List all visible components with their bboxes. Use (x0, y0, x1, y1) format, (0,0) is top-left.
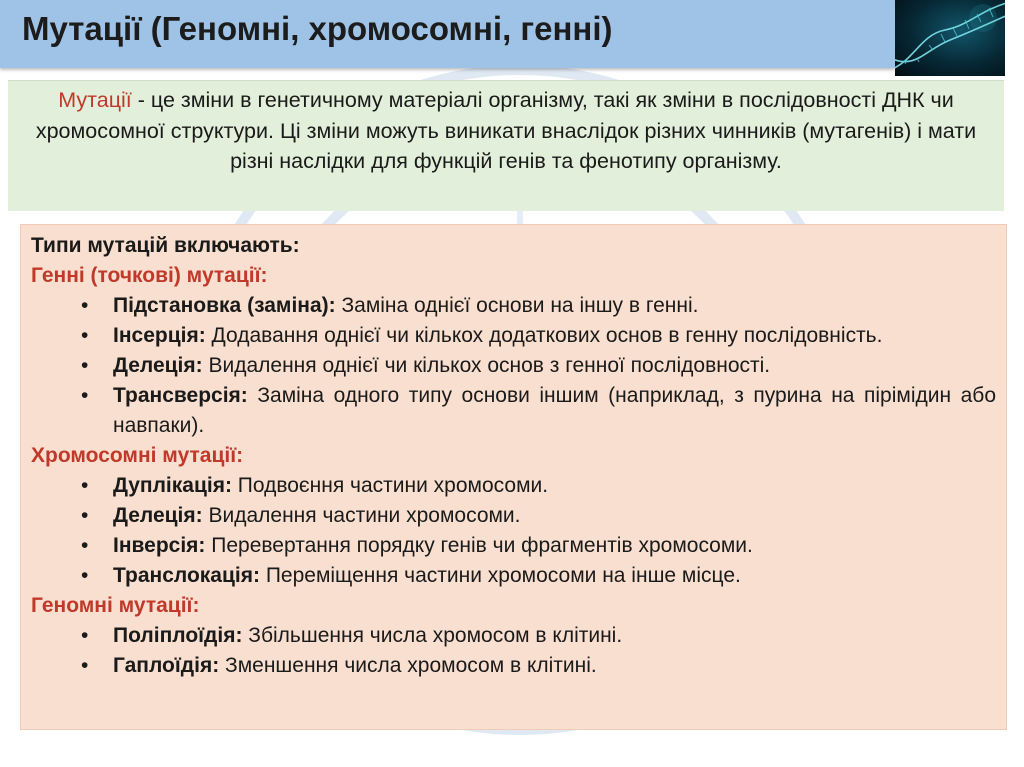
bullet: • (81, 654, 89, 677)
mutation-types-box (20, 224, 1007, 730)
list-item (31, 531, 996, 561)
list-item (31, 501, 996, 531)
section-heading-chromosome: Хромосомні мутації: (31, 444, 244, 467)
item-text: Заміна одного типу основи іншим (наприклад, з пурина на пірімідин або навпаки). (113, 384, 996, 437)
bullet: • (81, 564, 89, 587)
bullet: • (81, 384, 89, 407)
item-term: Поліплоїдія: (113, 624, 243, 647)
dna-helix-image (895, 0, 1005, 76)
item-term: Інсерція: (113, 324, 206, 347)
bullet: • (81, 354, 89, 377)
list-item (31, 381, 996, 441)
item-term: Делеція: (113, 354, 203, 377)
chromosome-mutation-list (31, 471, 996, 591)
list-item (31, 621, 996, 651)
item-text: Зменшення числа хромосом в клітині. (219, 654, 597, 677)
page-title: Мутації (Геномні, хромосомні, генні) (22, 10, 613, 47)
bullet: • (81, 474, 89, 497)
title-bar (0, 0, 895, 68)
item-text: Видалення однієї чи кількох основ з генної послідовності. (202, 354, 771, 377)
item-text: Переміщення частини хромосоми на інше місце. (259, 564, 741, 587)
bullet: • (81, 294, 89, 317)
bullet: • (81, 324, 89, 347)
item-term: Дуплікація: (113, 474, 232, 497)
list-item (31, 561, 996, 591)
item-text: Заміна однієї основи на іншу в генні. (335, 294, 699, 317)
bullet: • (81, 534, 89, 557)
item-term: Транслокація: (113, 564, 260, 587)
item-term: Делеція: (113, 504, 203, 527)
section-heading-genome: Геномні мутації: (31, 594, 200, 617)
definition-term: Мутації (58, 88, 132, 112)
item-term: Інверсія: (113, 534, 206, 557)
header-right-margin (1005, 0, 1024, 76)
list-item (31, 321, 996, 351)
item-text: Перевертання порядку генів чи фрагментів хромосоми. (205, 534, 753, 557)
definition-body: - це зміни в генетичному матеріалі організму, такі як зміни в послідовності ДНК чи хромосомної структури. Ці зміни можуть виникати внаслідок різних чинників (мутагенів) і мати різні наслідки для функцій генів та фенотипу організму. (35, 88, 977, 173)
definition-text (28, 85, 984, 177)
definition-box (8, 80, 1004, 211)
item-text: Збільшення числа хромосом в клітині. (242, 624, 623, 647)
item-term: Гаплоїдія: (113, 654, 220, 677)
list-item (31, 351, 996, 381)
list-item (31, 471, 996, 501)
types-heading: Типи мутацій включають: (31, 234, 300, 257)
list-item (31, 291, 996, 321)
bullet: • (81, 504, 89, 527)
mutation-types-content (31, 231, 996, 681)
list-item (31, 651, 996, 681)
item-term: Підстановка (заміна): (113, 294, 336, 317)
item-text: Видалення частини хромосоми. (202, 504, 521, 527)
item-text: Додавання однієї чи кількох додаткових основ в генну послідовність. (205, 324, 883, 347)
section-heading-gene: Генні (точкові) мутації: (31, 264, 268, 287)
gene-mutation-list (31, 291, 996, 441)
genome-mutation-list (31, 621, 996, 681)
bullet: • (81, 624, 89, 647)
item-text: Подвоєння частини хромосоми. (231, 474, 549, 497)
item-term: Трансверсія: (113, 384, 248, 407)
dna-helix-icon (895, 0, 1005, 76)
